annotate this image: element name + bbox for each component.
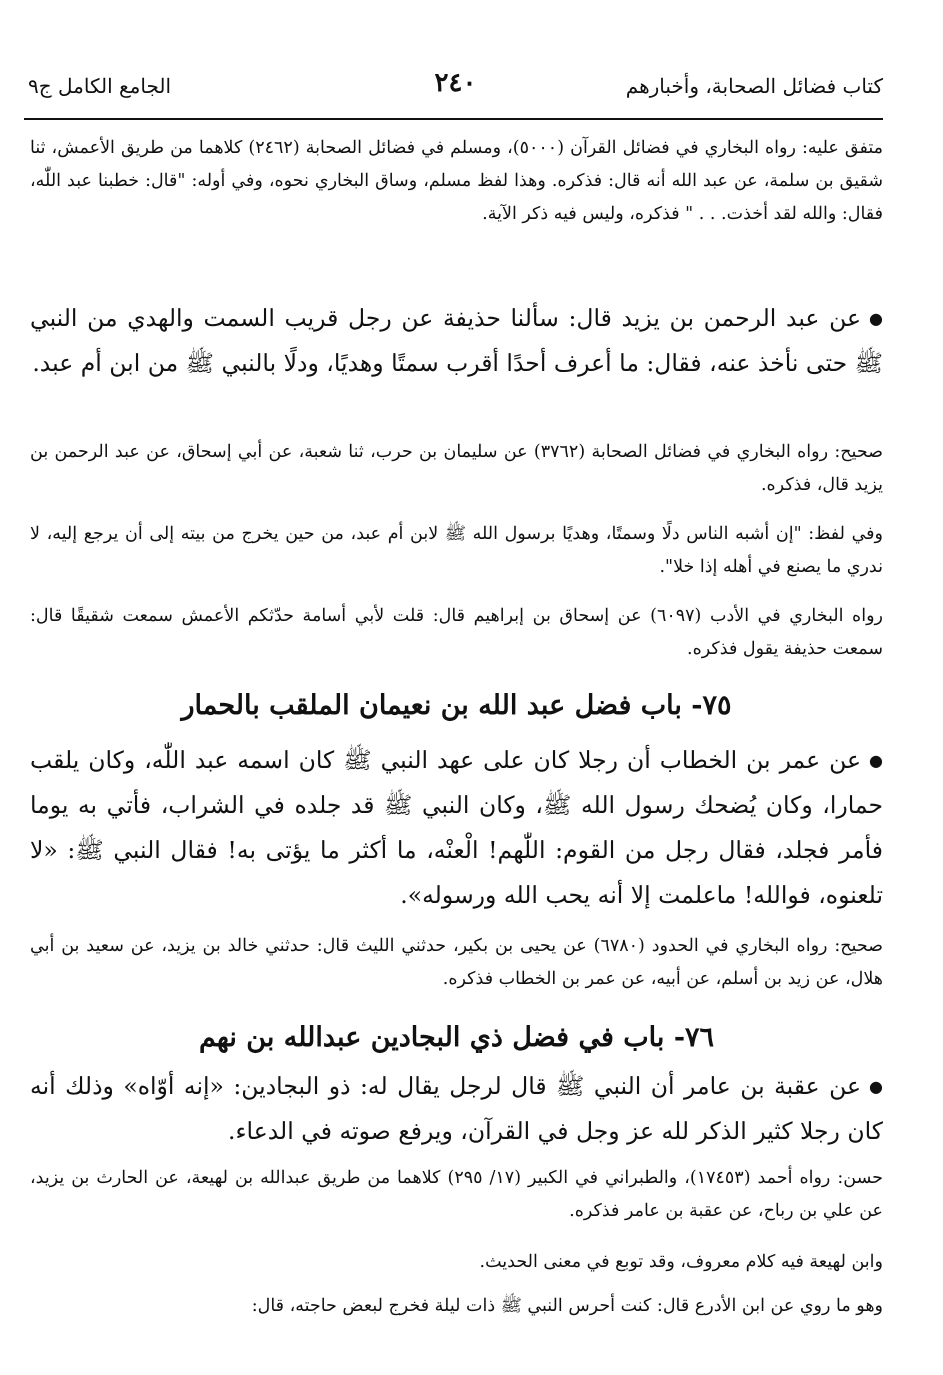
takhrij-paragraph: حسن: رواه أحمد (١٧٤٥٣)، والطبراني في الكبير (١٧/ ٢٩٥) كلاهما من طريق عبدالله بن لهيعة، عن الحارث بن يزيد، عن علي بن رباح، عن عقبة بن عامر فذكره.	[30, 1168, 883, 1221]
hadith-paragraph	[30, 1064, 883, 1154]
bullet-icon: ●	[869, 1077, 883, 1096]
takhrij-paragraph: متفق عليه: رواه البخاري في فضائل القرآن (٥٠٠٠)، ومسلم في فضائل الصحابة (٢٤٦٢) كلاهما من طريق الأعمش، ثنا شقيق بن سلمة، عن عبد الله أنه قال: فذكره. وهذا لفظ مسلم، وساق البخاري نحوه، وفي أوله: "قال: خطبنا عبد اللّٰه، فقال: والله لقد أخذت. . . " فذكره، وليس فيه ذكر الآية.	[30, 138, 883, 224]
collection-volume: الجامع الكامل ج٩	[28, 74, 172, 98]
page-number: ٢٤٠	[434, 68, 477, 98]
chapter-heading: ٧٦- باب في فضل ذي البجادين عبدالله بن نهم	[198, 1022, 715, 1053]
hadith-paragraph	[30, 296, 883, 386]
hadith-text: عن عقبة بن عامر أن النبي ﷺ قال لرجل يقال له: ذو البجادين: «إنه أوّاه» وذلك أنه كان رجلا كثير الذكر لله عز وجل في القرآن، ويرفع صوته في الدعاء.	[30, 1072, 883, 1145]
note-paragraph: وابن لهيعة فيه كلام معروف، وقد توبع في معنى الحديث.	[479, 1252, 883, 1272]
takhrij-paragraph: صحيح: رواه البخاري في فضائل الصحابة (٣٧٦٢) عن سليمان بن حرب، ثنا شعبة، عن أبي إسحاق، عن عبد الرحمن بن يزيد قال، فذكره.	[30, 442, 883, 495]
bullet-icon: ●	[869, 309, 883, 328]
header-rule	[24, 118, 883, 120]
bullet-icon: ●	[869, 751, 883, 770]
takhrij-paragraph: صحيح: رواه البخاري في الحدود (٦٧٨٠) عن يحيى بن بكير، حدثني الليث قال: حدثني خالد بن يزيد، عن سعيد بن أبي هلال، عن زيد بن أسلم، عن أبيه، عن عمر بن الخطاب فذكره.	[30, 936, 883, 989]
hadith-paragraph	[30, 738, 883, 918]
running-header	[28, 62, 883, 106]
chapter-heading: ٧٥- باب فضل عبد الله بن نعيمان الملقب بالحمار	[181, 690, 732, 721]
hadith-text: عن عبد الرحمن بن يزيد قال: سألنا حذيفة عن رجل قريب السمت والهدي من النبي ﷺ حتى نأخذ عنه، فقال: ما أعرف أحدًا أقرب سمتًا وهديًا، ودلًا بالنبي ﷺ من ابن أم عبد.	[30, 304, 883, 377]
note-paragraph: وهو ما روي عن ابن الأدرع قال: كنت أحرس النبي ﷺ ذات ليلة فخرج لبعض حاجته، قال:	[251, 1296, 883, 1316]
variant-wording-paragraph: وفي لفظ: "إن أشبه الناس دلًا وسمتًا، وهديًا برسول الله ﷺ لابن أم عبد، من حين يخرج من بيته إلى أن يرجع إليه، لا ندري ما يصنع في أهله إذا خلا".	[30, 524, 883, 577]
takhrij-paragraph: رواه البخاري في الأدب (٦٠٩٧) عن إسحاق بن إبراهيم قال: قلت لأبي أسامة حدّثكم الأعمش سمعت شقيقًا قال: سمعت حذيفة يقول فذكره.	[30, 606, 883, 659]
book-title: كتاب فضائل الصحابة، وأخبارهم	[625, 74, 883, 98]
hadith-text: عن عمر بن الخطاب أن رجلا كان على عهد النبي ﷺ كان اسمه عبد اللّٰه، وكان يلقب حمارا، وكان يُضحك رسول الله ﷺ، وكان النبي ﷺ قد جلده في الشراب، فأتي به يوما فأمر فجلد، فقال رجل من القوم: اللّٰهم! الْعنْه، ما أكثر ما يؤتى به! فقال النبي ﷺ: «لا تلعنوه، فوالله! ماعلمت إلا أنه يحب الله ورسوله».	[30, 746, 883, 909]
